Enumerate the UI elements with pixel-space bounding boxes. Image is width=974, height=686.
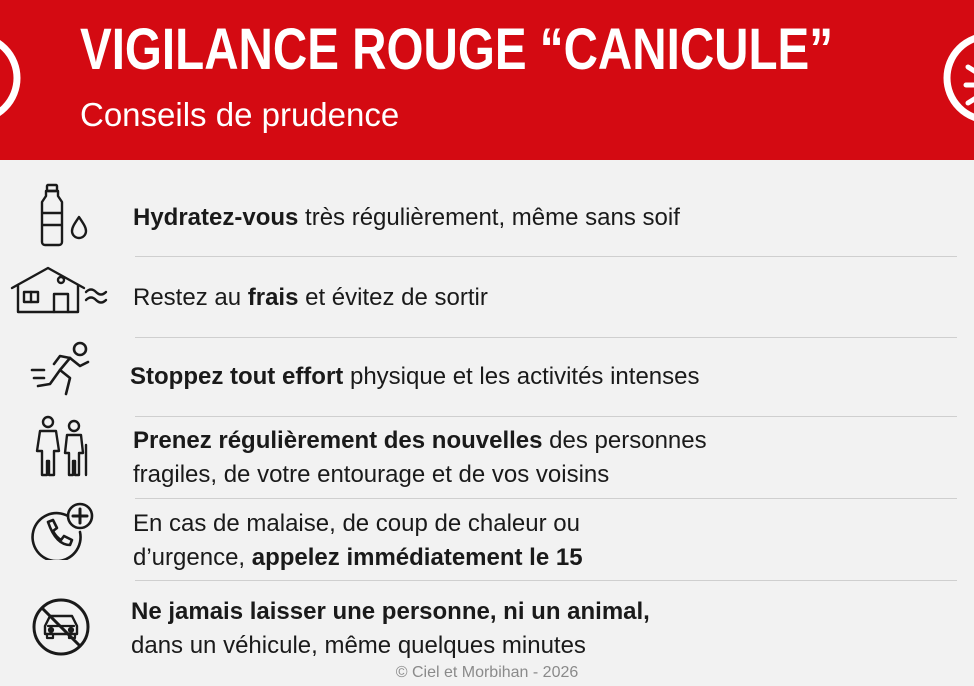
sun-icon: [0, 25, 26, 131]
divider: [135, 256, 957, 257]
divider: [135, 337, 957, 338]
divider: [135, 498, 957, 499]
advice-vehicule: Ne jamais laisser une personne, ni un animal, dans un véhicule, même quelques minutes: [131, 598, 650, 659]
page-subtitle: Conseils de prudence: [80, 96, 400, 133]
runner-icon: [30, 340, 94, 400]
divider: [135, 580, 957, 581]
no-car-icon: [30, 596, 92, 658]
house-wind-icon: [10, 266, 110, 316]
elderly-couple-icon: [32, 415, 92, 479]
advice-frais: Restez au frais et évitez de sortir: [133, 284, 488, 311]
header-banner: [0, 0, 974, 160]
copyright-footer: © Ciel et Morbihan - 2026: [395, 664, 579, 681]
divider: [135, 416, 957, 417]
advice-urgence: En cas de malaise, de coup de chaleur ou d’urgence, appelez immédiatement le 15: [133, 510, 583, 571]
advice-nouvelles: Prenez régulièrement des nouvelles des personnes fragiles, de votre entourage et de vos voisins: [133, 427, 707, 488]
advice-effort: Stoppez tout effort physique et les activités intenses: [130, 363, 700, 390]
advice-hydratation: Hydratez-vous très régulièrement, même sans soif: [133, 204, 680, 231]
phone-medical-icon: [30, 502, 94, 560]
sun-icon: [936, 25, 974, 131]
water-bottle-icon: [38, 183, 92, 247]
page-title: VIGILANCE ROUGE “CANICULE”: [80, 17, 834, 82]
